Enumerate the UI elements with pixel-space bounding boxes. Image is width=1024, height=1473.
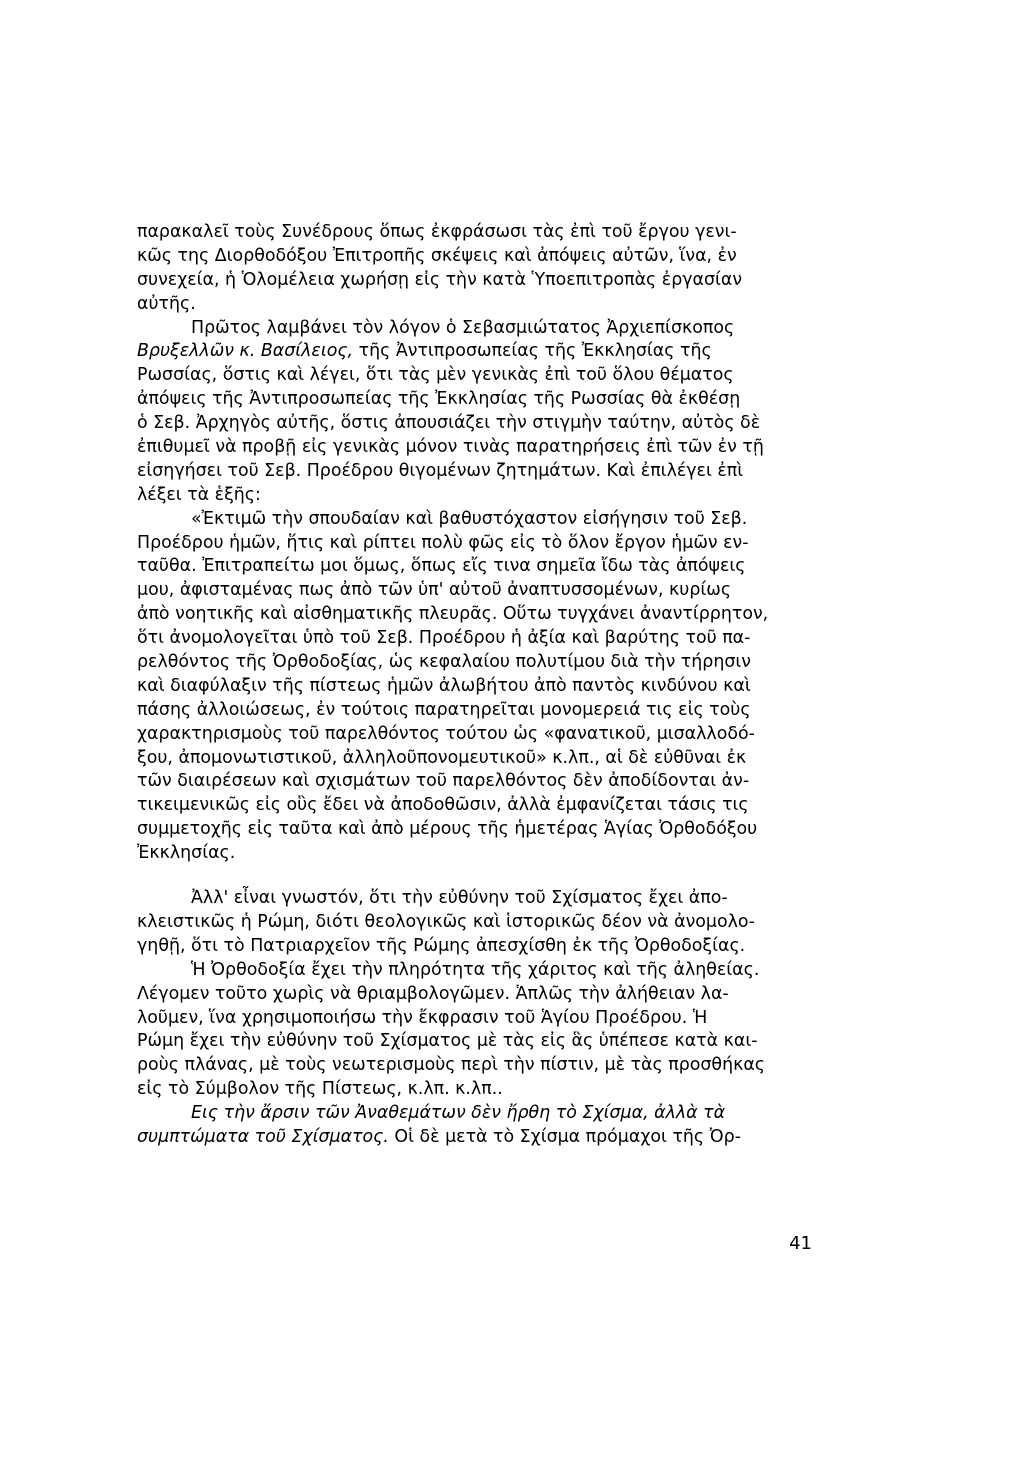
text-line — [137, 340, 811, 364]
text-line: κῶς της Διορθοδόξου Ἐπιτροπῆς σκέψεις καὶ ἀπόψεις αὐτῶν, ἵνα, ἐν — [137, 245, 737, 266]
text-line: ροὺς πλάνας, μὲ τοὺς νεωτερισμοὺς περὶ τὴν πίστιν, μὲ τὰς προσθήκας — [137, 1055, 766, 1076]
text-line: ἐπιθυμεῖ νὰ προβῇ εἰς γενικὰς μόνον τινὰς παρατηρήσεις ἐπὶ τῶν ἐν τῇ — [137, 437, 764, 458]
paragraph-spacer — [137, 866, 811, 887]
text-line: Ρωσσίας, ὅστις καὶ λέγει, ὅτι τὰς μὲν γενικὰς ἐπὶ τοῦ ὅλου θέματος — [137, 365, 734, 386]
text-line: τῶν διαιρέσεων καὶ σχισμάτων τοῦ παρελθόντος δὲν ἀποδίδονται ἀν- — [137, 771, 750, 792]
text-line: συνεχεία, ἡ Ὁλομέλεια χωρήσῃ εἰς τὴν κατὰ Ὑποεπιτροπὰς ἐργασίαν — [137, 269, 743, 290]
text-line: χαρακτηρισμοὺς τοῦ παρελθόντος τούτου ὡς «φανατικοῦ, μισαλλοδό- — [137, 723, 755, 744]
text-line: ἀπὸ νοητικῆς καὶ αἰσθηματικῆς πλευρᾶς. Οὕτω τυγχάνει ἀναντίρρητον, — [137, 604, 769, 625]
text-line: Προέδρου ἡμῶν, ἥτις καὶ ρίπτει πολὺ φῶς εἰς τὸ ὅλον ἔργον ἡμῶν εν- — [137, 532, 749, 553]
paragraph-2 — [137, 317, 811, 508]
text-line: γηθῇ, ὅτι τὸ Πατριαρχεῖον τῆς Ρώμης ἀπεσχίσθη ἐκ τῆς Ὀρθοδοξίας. — [137, 935, 746, 956]
text-line: Πρῶτος λαμβάνει τὸν λόγον ὁ Σεβασμιώτατος Ἀρχιεπίσκοπος — [191, 317, 735, 338]
page-number: 41 — [789, 1233, 812, 1254]
text-line: αὐτῆς. — [137, 293, 196, 314]
text-line: Ἀλλ' εἶναι γνωστόν, ὅτι τὴν εὐθύνην τοῦ Σχίσματος ἔχει ἀπο- — [191, 888, 728, 909]
text-fragment: Οἱ δὲ μετὰ τὸ Σχίσμα πρόμαχοι τῆς Ὀρ- — [388, 1126, 741, 1147]
text-line — [137, 1102, 811, 1126]
text-line: ὅτι ἀνομολογεῖται ὑπὸ τοῦ Σεβ. Προέδρου ἡ ἀξία καὶ βαρύτης τοῦ πα- — [137, 628, 751, 649]
text-line: ἀπόψεις τῆς Ἀντιπροσωπείας τῆς Ἐκκλησίας τῆς Ρωσσίας θὰ ἐκθέσῃ — [137, 389, 741, 410]
paragraph-3 — [137, 508, 811, 866]
text-line: καὶ διαφύλαξιν τῆς πίστεως ἡμῶν ἀλωβήτου ἀπὸ παντὸς κινδύνου καὶ — [137, 675, 751, 696]
text-line: συμμετοχῆς εἰς ταῦτα καὶ ἀπὸ μέρους τῆς ἡμετέρας Ἁγίας Ὀρθοδόξου — [137, 819, 758, 840]
text-line: κλειστικῶς ἡ Ρώμη, διότι θεολογικῶς καὶ ἱστορικῶς δέον νὰ ἀνομολο- — [137, 911, 755, 932]
text-line: Ἡ Ὀρθοδοξία ἔχει τὴν πληρότητα τῆς χάριτος καὶ τῆς ἀληθείας. — [191, 959, 760, 980]
text-line: λοῦμεν, ἵνα χρησιμοποιήσω τὴν ἔκφρασιν τοῦ Ἁγίου Προέδρου. Ἡ — [137, 1007, 708, 1028]
text-line: παρακαλεῖ τοὺς Συνέδρους ὅπως ἐκφράσωσι τὰς ἐπὶ τοῦ ἔργου γενι- — [137, 222, 737, 242]
paragraph-4 — [137, 887, 811, 1150]
text-line: ταῦθα. Ἐπιτραπείτω μοι ὅμως, ὅπως εἴς τινα σημεῖα ἴδω τὰς ἀπόψεις — [137, 556, 746, 577]
document-body — [137, 221, 811, 1150]
text-line: μου, ἀφισταμένας πως ἀπὸ τῶν ὑπ' αὐτοῦ ἀναπτυσσομένων, κυρίως — [137, 580, 732, 601]
text-line: εἰς τὸ Σύμβολον τῆς Πίστεως, κ.λπ. κ.λπ.. — [137, 1079, 503, 1100]
text-line: ὁ Σεβ. Ἀρχηγὸς αὐτῆς, ὅστις ἀπουσιάζει τὴν στιγμὴν ταύτην, αὐτὸς δὲ — [137, 413, 761, 434]
text-line: ξου, ἀπομονωτιστικοῦ, ἀλληλοῦπονομευτικοῦ» κ.λπ., αἱ δὲ εὐθῦναι ἐκ — [137, 747, 747, 768]
paragraph-1 — [137, 221, 811, 317]
text-line: ρελθόντος τῆς Ὀρθοδοξίας, ὡς κεφαλαίου πολυτίμου διὰ τὴν τήρησιν — [137, 652, 751, 673]
text-line: «Ἐκτιμῶ τὴν σπουδαίαν καὶ βαθυστόχαστον εἰσήγησιν τοῦ Σεβ. — [191, 508, 748, 529]
italic-text: Εις τὴν ἄρσιν τῶν Ἀναθεμάτων δὲν ἤρθη τὸ Σχίσμα, ἀλλὰ τὰ — [191, 1103, 726, 1124]
text-line: Ἐκκλησίας. — [137, 843, 236, 864]
italic-text: συμπτώματα τοῦ Σχίσματος. — [137, 1126, 389, 1147]
text-line: Λέγομεν τοῦτο χωρὶς νὰ θριαμβολογῶμεν. Ἁπλῶς τὴν ἀλήθειαν λα- — [137, 983, 729, 1004]
text-fragment: τῆς Ἀντιπροσωπείας τῆς Ἐκκλησίας τῆς — [353, 341, 712, 362]
text-line: πάσης ἀλλοιώσεως, ἐν τούτοις παρατηρεῖται μονομερειά τις εἰς τοὺς — [137, 699, 751, 720]
text-line — [137, 1126, 811, 1150]
italic-name: Βρυξελλῶν κ. Βασίλειος, — [137, 341, 354, 362]
text-line: τικειμενικῶς εἰς οὓς ἔδει νὰ ἀποδοθῶσιν, ἀλλὰ ἐμφανίζεται τάσις τις — [137, 795, 749, 816]
text-line: εἰσηγήσει τοῦ Σεβ. Προέδρου θιγομένων ζητημάτων. Καὶ ἐπιλέγει ἐπὶ — [137, 460, 744, 481]
text-line: Ρώμη ἔχει τὴν εὐθύνην τοῦ Σχίσματος μὲ τὰς εἰς ἃς ὑπέπεσε κατὰ και- — [137, 1031, 758, 1052]
text-line: λέξει τὰ ἑξῆς: — [137, 484, 261, 505]
